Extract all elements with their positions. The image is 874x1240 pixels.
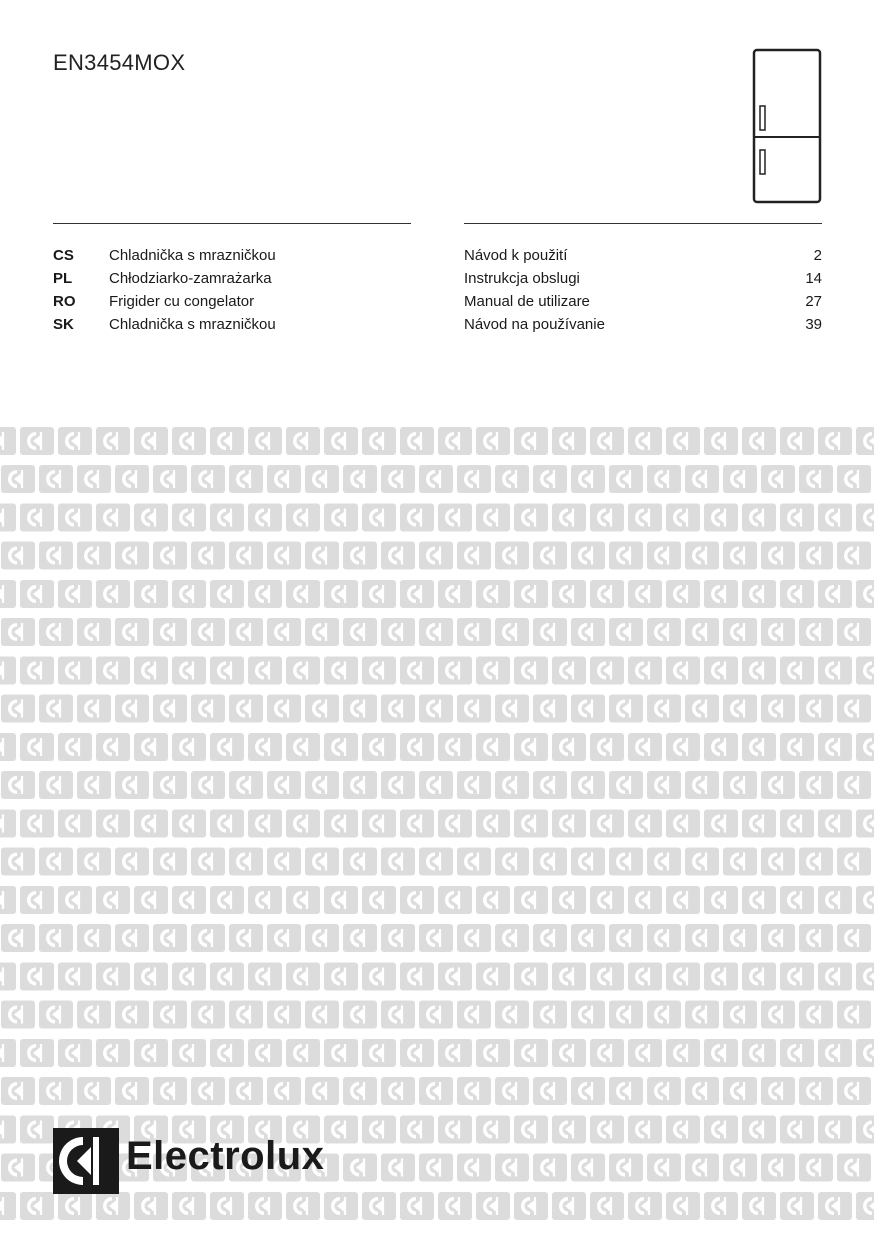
page-number: 39 [805,316,822,333]
product-name: Chladnička s mrazničkou [109,247,276,264]
language-code: CS [53,247,74,264]
page-number: 27 [805,293,822,310]
divider-left [53,223,411,224]
manual-title: Návod k použití [464,247,568,264]
divider-right [464,223,822,224]
product-name: Chłodziarko-zamrażarka [109,270,272,287]
model-number: EN3454MOX [53,50,186,75]
logo-pattern-background [0,425,874,1220]
page-number: 14 [805,270,822,287]
language-row-sk [53,314,822,336]
language-code: SK [53,316,74,333]
language-code: RO [53,293,76,310]
fridge-icon [752,48,822,204]
manual-title: Instrukcja obslugi [464,270,580,287]
manual-title: Manual de utilizare [464,293,590,310]
product-name: Chladnička s mrazničkou [109,316,276,333]
manual-title: Návod na používanie [464,316,605,333]
language-row-pl [53,268,822,290]
product-name: Frigider cu congelator [109,293,255,310]
language-row-ro [53,291,822,313]
page-number: 2 [813,247,822,264]
electrolux-logo-icon [53,1128,119,1194]
language-code: PL [53,270,73,287]
language-row-cs [53,245,822,267]
brand-wordmark: Electrolux [126,1134,325,1178]
